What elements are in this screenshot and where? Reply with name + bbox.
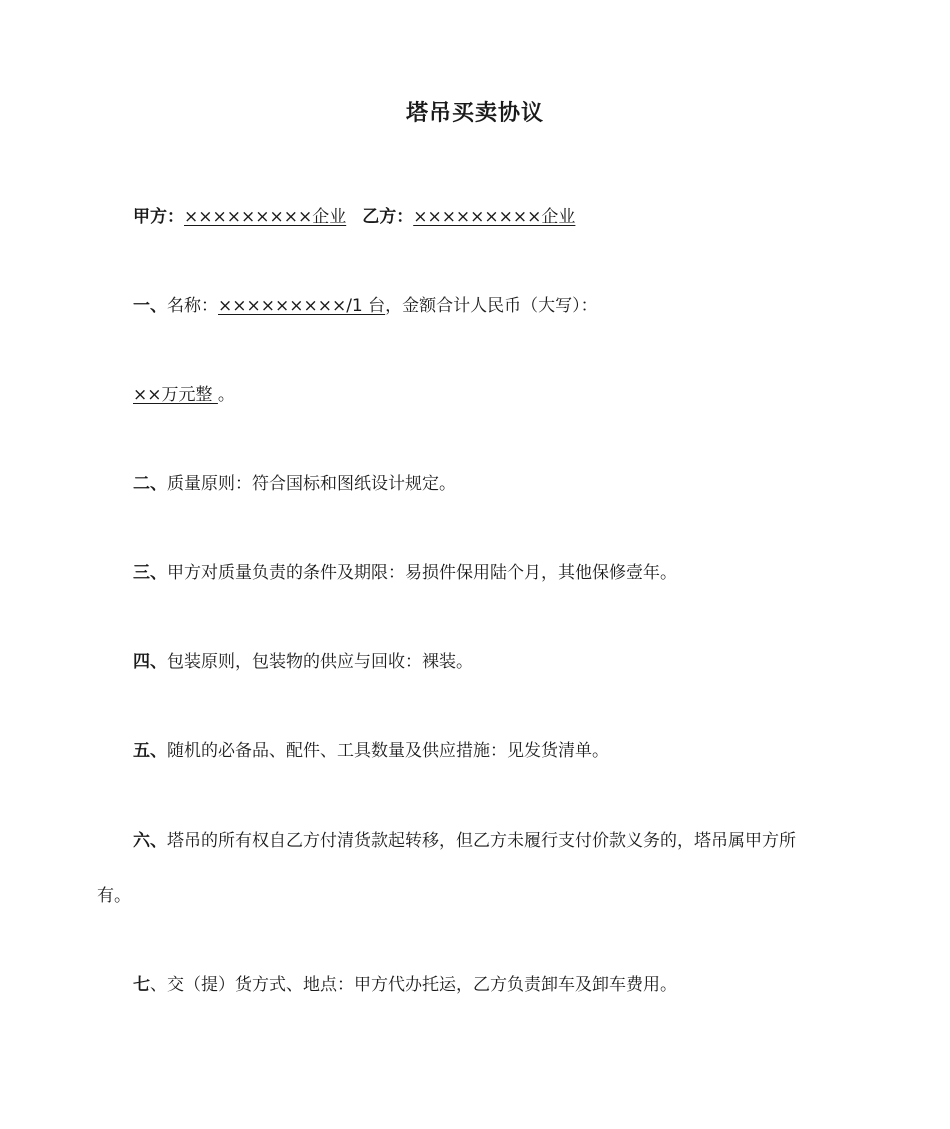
- party-a-label: 甲方：: [133, 207, 184, 227]
- clause-text: 有。: [97, 886, 131, 906]
- clause-3: [133, 561, 677, 585]
- clause-text: 随机的必备品、配件、工具数量及供应措施：见发货清单。: [167, 741, 609, 761]
- clause-number: 六、: [133, 831, 167, 851]
- clause-number: 七: [133, 975, 150, 995]
- clause-1-continuation: [133, 383, 235, 407]
- clause-text: 甲方对质量负责的条件及期限：易损件保用陆个月，其他保修壹年。: [167, 563, 677, 583]
- clause-1: [133, 294, 598, 318]
- clause-4: [133, 650, 473, 674]
- clause-6: [133, 829, 796, 853]
- clause-2: [133, 472, 456, 496]
- clause-6-continuation: [97, 884, 131, 908]
- clause-amount-value: ××万元整: [133, 385, 218, 405]
- clause-5: [133, 739, 609, 763]
- clause-text: ，金额合计人民币（大写）：: [385, 296, 598, 316]
- clause-text: 塔吊的所有权自乙方付清货款起转移，但乙方未履行支付价款义务的，塔吊属甲方所: [167, 831, 796, 851]
- parties-line: [133, 205, 575, 229]
- party-a-value: ×××××××××企业: [184, 207, 347, 227]
- clause-text: 包装原则，包装物的供应与回收：裸装。: [167, 652, 473, 672]
- clause-7: [133, 973, 677, 997]
- clause-number: 五、: [133, 741, 167, 761]
- clause-underlined-value: ×××××××××/1 台: [218, 296, 386, 316]
- party-b-label: 乙方：: [362, 207, 414, 227]
- clause-separator: 、: [150, 975, 167, 995]
- clause-number: 二、: [133, 474, 167, 494]
- clause-number: 一、: [133, 296, 167, 316]
- clause-number: 三、: [133, 563, 167, 583]
- clause-text: 质量原则：符合国标和图纸设计规定。: [167, 474, 456, 494]
- clause-text: 交（提）货方式、地点：甲方代办托运，乙方负责卸车及卸车费用。: [167, 975, 677, 995]
- clause-lead: 名称：: [167, 296, 218, 316]
- party-b-value: ×××××××××企业: [413, 207, 576, 227]
- clause-text: 。: [217, 385, 235, 405]
- clause-number: 四、: [133, 652, 167, 672]
- document-title: 塔吊买卖协议: [405, 101, 544, 126]
